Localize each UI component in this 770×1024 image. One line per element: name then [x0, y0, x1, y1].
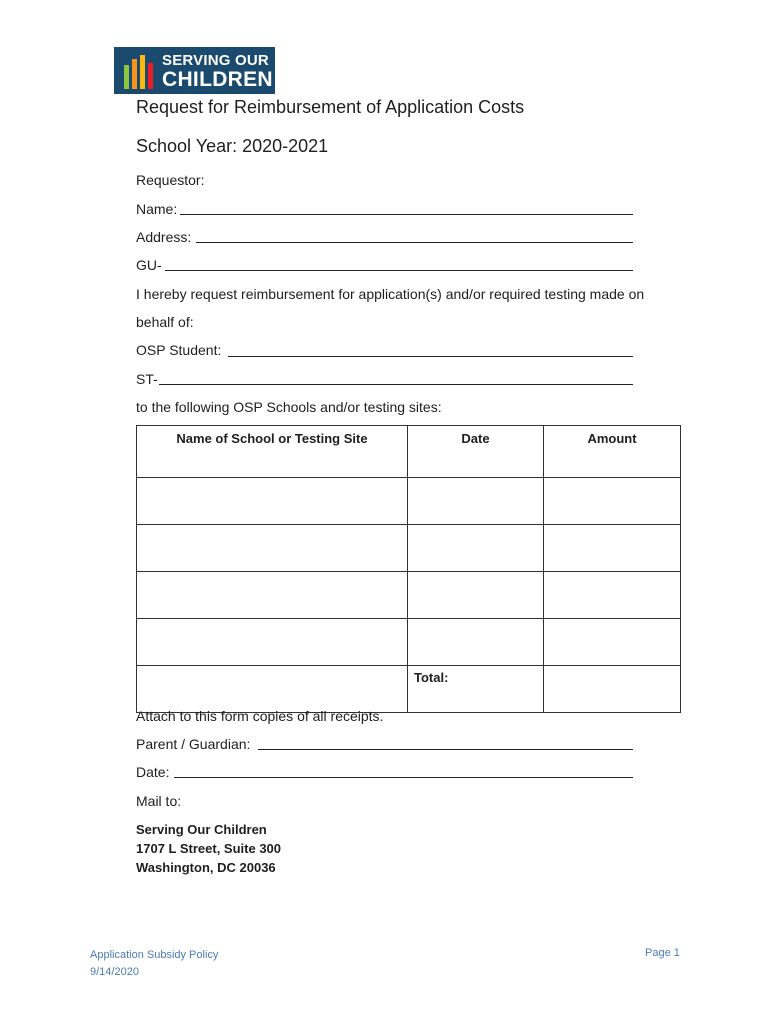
school-cell[interactable] [137, 478, 408, 525]
behalf-text: behalf of: [136, 314, 194, 330]
st-label: ST- [136, 371, 158, 387]
page-title: Request for Reimbursement of Application Costs [136, 97, 525, 117]
page-number: Page 1 [645, 947, 680, 959]
parent-guardian-field[interactable] [258, 749, 633, 750]
school-year: School Year: 2020-2021 [136, 136, 329, 156]
amount-cell[interactable] [544, 525, 681, 572]
table-row [137, 525, 681, 572]
date-cell[interactable] [408, 619, 544, 666]
st-field[interactable] [159, 384, 633, 385]
mail-to-label: Mail to: [136, 793, 182, 809]
school-cell[interactable] [137, 666, 408, 713]
parent-guardian-label: Parent / Guardian: [136, 736, 251, 752]
date-cell[interactable] [408, 525, 544, 572]
total-label-cell [408, 666, 544, 713]
amount-cell[interactable] [544, 478, 681, 525]
requestor-label: Requestor: [136, 172, 205, 188]
following-text: to the following OSP Schools and/or testing sites: [136, 399, 442, 415]
footer-date: 9/14/2020 [90, 966, 139, 978]
total-amount-cell[interactable] [544, 666, 681, 713]
date-cell[interactable] [408, 478, 544, 525]
table-row [137, 478, 681, 525]
table-row [137, 619, 681, 666]
header-school: Name of School or Testing Site [137, 426, 408, 478]
address-city: Washington, DC 20036 [136, 860, 276, 875]
gu-field[interactable] [165, 270, 633, 271]
serving-our-children-logo [114, 47, 275, 94]
logo-line2: CHILDREN [162, 68, 273, 91]
attach-text: Attach to this form copies of all receipts. [136, 708, 384, 724]
date-cell[interactable] [408, 572, 544, 619]
name-field[interactable] [180, 214, 633, 215]
footer-policy: Application Subsidy Policy [90, 949, 219, 961]
logo-line1: SERVING OUR [162, 52, 269, 69]
osp-student-label: OSP Student: [136, 342, 222, 358]
total-label: Total: [414, 670, 449, 685]
footer-left [90, 947, 218, 981]
mailing-address [136, 820, 281, 877]
header-amount: Amount [544, 426, 681, 478]
school-cell[interactable] [137, 572, 408, 619]
address-street: 1707 L Street, Suite 300 [136, 841, 282, 856]
sites-table [136, 425, 681, 713]
table-row [137, 572, 681, 619]
school-cell[interactable] [137, 619, 408, 666]
table-header-row [137, 426, 681, 478]
request-text: I hereby request reimbursement for application(s) and/or required testing made on [136, 286, 645, 302]
gu-label: GU- [136, 257, 162, 273]
date-field[interactable] [174, 777, 633, 778]
date-label: Date: [136, 764, 170, 780]
address-org: Serving Our Children [136, 822, 267, 837]
header-date: Date [408, 426, 544, 478]
amount-cell[interactable] [544, 572, 681, 619]
school-cell[interactable] [137, 525, 408, 572]
name-label: Name: [136, 201, 178, 217]
address-label: Address: [136, 229, 192, 245]
address-field[interactable] [196, 242, 633, 243]
hands-icon [118, 51, 158, 91]
total-row [137, 666, 681, 713]
osp-student-field[interactable] [228, 356, 633, 357]
amount-cell[interactable] [544, 619, 681, 666]
